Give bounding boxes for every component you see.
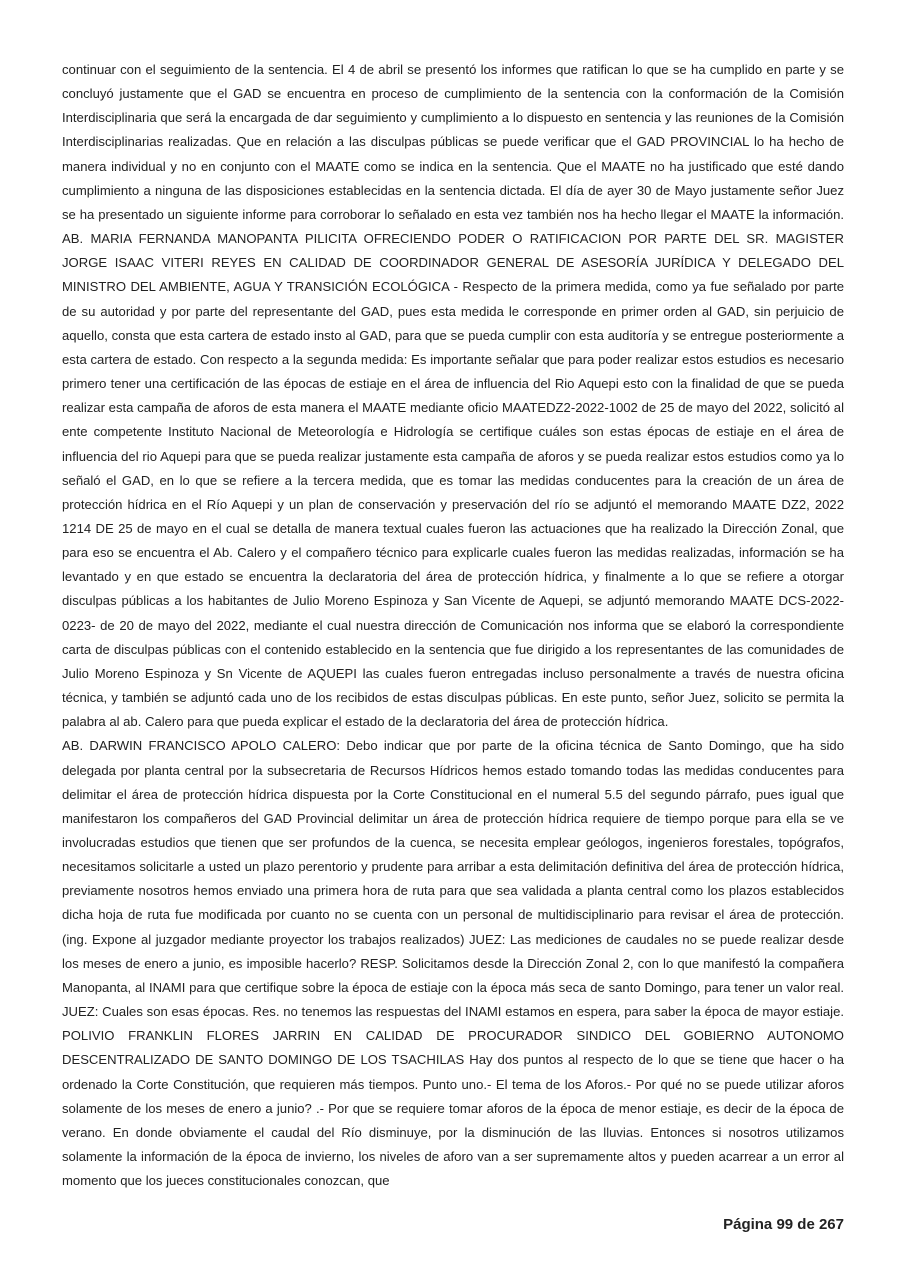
paragraph: continuar con el seguimiento de la sentencia. El 4 de abril se presentó los informes que ratifican lo que se ha cumplido en parte y se concluyó justamente que el GAD se encuentra en proceso de cumplimiento de la sentencia con la conformación de la Comisión Interdisciplinaria que será la encargada de dar seguimiento y cumplimiento a lo dispuesto en sentencia y las reuniones de la Comisión Interdisciplinarias realizadas. Que en relación a las disculpas públicas se puede verificar que el GAD PROVINCIAL lo ha hecho de manera individual y no en conjunto con el MAATE como se indica en la sentencia. Que el MAATE no ha justificado que esté dando cumplimiento a ninguna de las disposiciones establecidas en la sentencia dictada. El día de ayer 30 de Mayo justamente señor Juez se ha presentado un siguiente informe para corroborar lo señalado en esta vez también nos ha hecho llegar el MAATE la información. AB. MARIA FERNANDA MANOPANTA PILICITA OFRECIENDO PODER O RATIFICACION POR PARTE DEL SR. MAGISTER JORGE ISAAC VITERI REYES EN CALIDAD DE COORDINADOR GENERAL DE ASESORÍA JURÍDICA Y DELEGADO DEL MINISTRO DEL AMBIENTE, AGUA Y TRANSICIÓN ECOLÓGICA - Respecto de la primera medida, como ya fue señalado por parte de su autoridad y por parte del representante del GAD, pues esta medida le corresponde en primer orden al GAD, sin perjuicio de aquello, consta que esta cartera de estado insto al GAD, para que se pueda cumplir con esta auditoría y se entregue posteriormente a esta cartera de estado. Con respecto a la segunda medida: Es importante señalar que para poder realizar estos estudios es necesario primero tener una certificación de las épocas de estiaje en el área de influencia del Rio Aquepi esto con la finalidad de que se pueda realizar esta campaña de aforos de esta manera el MAATE mediante oficio MAATEDZ2-2022-1002 de 25 de mayo del 2022, solicitó al ente competente Instituto Nacional de Meteorología e Hidrología se certifique cuáles son estas épocas de estiaje en el área de influencia del rio Aquepi para que se pueda realizar justamente esta campaña de aforos y se pueda realizar estos estudios como ya lo señaló el GAD, en lo que se refiere a la tercera medida, que es tomar las medidas conducentes para la creación de un área de protección hídrica en el Río Aquepi y un plan de conservación y preservación del río se adjuntó el memorando MAATE DZ2, 2022 1214 DE 25 de mayo en el cual se detalla de manera textual cuales fueron las actuaciones que ha realizado la Dirección Zonal, que para eso se encuentra el Ab. Calero y el compañero técnico para explicarle cuales fueron las medidas realizadas, información se ha levantado y en que estado se encuentra la declaratoria del área de protección hídrica, y finalmente a lo que se refiere a otorgar disculpas públicas a los habitantes de Julio Moreno Espinoza y San Vicente de Aquepi, se adjuntó memorando MAATE DCS-2022-0223- de 20 de mayo del 2022, mediante el cual nuestra dirección de Comunicación nos informa que se elaboró la correspondiente carta de disculpas públicas con el contenido establecido en la sentencia que fue dirigido a los representantes de las comunidades de Julio Moreno Espinoza y Sn Vicente de AQUEPI las cuales fueron entregadas incluso personalmente a través de nuestra oficina técnica, y también se adjuntó cada uno de los recibidos de estas disculpas públicas. En este punto, señor Juez, solicito se permita la palabra al ab. Calero para que pueda explicar el estado de la declaratoria del área de protección hídrica. [62,62,844,730]
paragraph: AB. DARWIN FRANCISCO APOLO CALERO: Debo indicar que por parte de la oficina técnica de Santo Domingo, que ha sido delegada por planta central por la subsecretaria de Recursos Hídricos hemos estado tomando todas las medidas conducentes para delimitar el área de protección hídrica dispuesta por la Corte Constitucional en el numeral 5.5 del segundo párrafo, pues igual que manifestaron los compañeros del GAD Provincial delimitar un área de protección hídrica requiere de tiempo porque para ella se ve involucradas estudios que tienen que ser profundos de la cuenca, se necesita emplear geólogos, ingenieros forestales, topógrafos, necesitamos solicitarle a usted un plazo perentorio y prudente para arribar a esta delimitación definitiva del área de protección hídrica, previamente nosotros hemos enviado una primera hora de ruta para que sea validada a planta central como los plazos establecidos dicha hoja de ruta fue modificada por cuanto no se cuenta con un personal de multidisciplinario para revisar el área de protección. (ing. Expone al juzgador mediante proyector los trabajos realizados) JUEZ: Las mediciones de caudales no se puede realizar desde los meses de enero a junio, es imposible hacerlo? RESP. Solicitamos desde la Dirección Zonal 2, con lo que manifestó la compañera Manopanta, al INAMI para que certifique sobre la época de estiaje con la época más seca de santo Domingo, para tener un valor real. JUEZ: Cuales son esas épocas. Res. no tenemos las respuestas del INAMI estamos en espera, para saber la época de mayor estiaje. POLIVIO FRANKLIN FLORES JARRIN EN CALIDAD DE PROCURADOR SINDICO DEL GOBIERNO AUTONOMO DESCENTRALIZADO DE SANTO DOMINGO DE LOS TSACHILAS Hay dos puntos al respecto de lo que se tiene que hacer o ha ordenado la Corte Constitución, que requieren más tiempos. Punto uno.- El tema de los Aforos.- Por qué no se puede utilizar aforos solamente de los meses de enero a junio? .- Por que se requiere tomar aforos de la época de menor estiaje, es decir de la época de verano. En donde obviamente el caudal del Río disminuye, por la disminución de las lluvias. Entonces si nosotros utilizamos solamente la información de la época de invierno, los niveles de aforo van a ser supremamente altos y pueden acarrear a un error al momento que los jueces constitucionales conozcan, que [62,738,844,1189]
document-body [62,58,844,1193]
page-number: Página 99 de 267 [723,1216,844,1233]
